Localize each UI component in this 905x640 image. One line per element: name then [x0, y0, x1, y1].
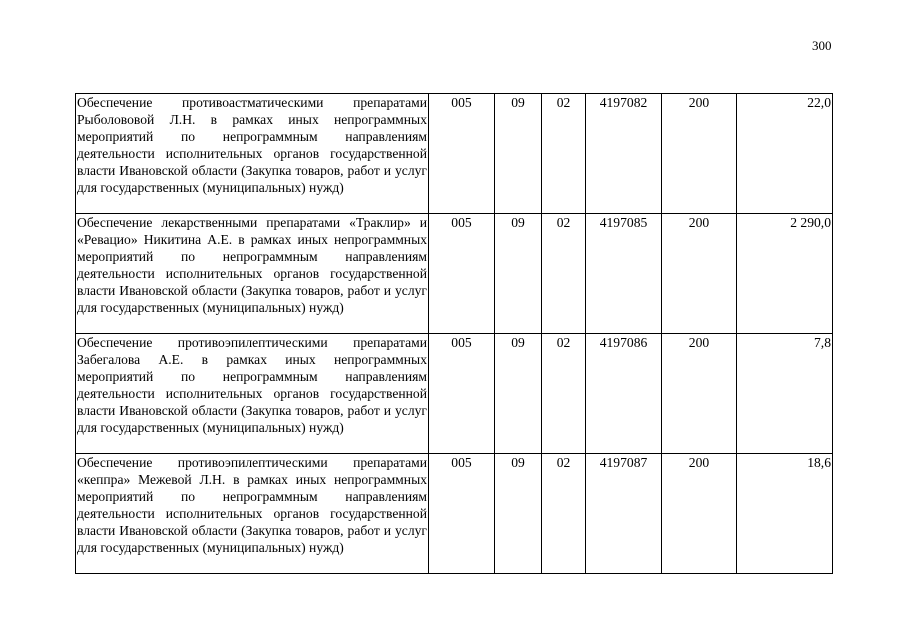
- page-number: 300: [812, 38, 832, 53]
- expense-type-code: 200: [662, 214, 737, 334]
- ministry-code: 005: [429, 454, 495, 574]
- section-code: 09: [495, 454, 542, 574]
- amount: 7,8: [737, 334, 833, 454]
- budget-table: [75, 93, 833, 574]
- section-code: 09: [495, 94, 542, 214]
- ministry-code: 005: [429, 94, 495, 214]
- table-row: [76, 334, 833, 454]
- row-description: Обеспечение противоэпилептическими препаратами «кеппра» Межевой Л.Н. в рамках иных непрограммных мероприятий по непрограммным направлениям деятельности исполнительных органов государственной власти Ивановской области (Закупка товаров, работ и услуг для государственных (муниципальных) нужд): [76, 454, 429, 574]
- subsection-code: 02: [542, 94, 586, 214]
- subsection-code: 02: [542, 214, 586, 334]
- table-row: [76, 214, 833, 334]
- table-row: [76, 94, 833, 214]
- section-code: 09: [495, 214, 542, 334]
- subsection-code: 02: [542, 334, 586, 454]
- ministry-code: 005: [429, 334, 495, 454]
- row-description: Обеспечение противоэпилептическими препаратами Забегалова А.Е. в рамках иных непрограммных мероприятий по непрограммным направлениям деятельности исполнительных органов государственной власти Ивановской области (Закупка товаров, работ и услуг для государственных (муниципальных) нужд): [76, 334, 429, 454]
- expense-type-code: 200: [662, 454, 737, 574]
- target-article-code: 4197086: [586, 334, 662, 454]
- target-article-code: 4197082: [586, 94, 662, 214]
- table-row: [76, 454, 833, 574]
- expense-type-code: 200: [662, 94, 737, 214]
- target-article-code: 4197087: [586, 454, 662, 574]
- row-description: Обеспечение противоастматическими препаратами Рыболововой Л.Н. в рамках иных непрограммных мероприятий по непрограммным направлениям деятельности исполнительных органов государственной власти Ивановской области (Закупка товаров, работ и услуг для государственных (муниципальных) нужд): [76, 94, 429, 214]
- amount: 2 290,0: [737, 214, 833, 334]
- section-code: 09: [495, 334, 542, 454]
- expense-type-code: 200: [662, 334, 737, 454]
- ministry-code: 005: [429, 214, 495, 334]
- row-description: Обеспечение лекарственными препаратами «Траклир» и «Ревацио» Никитина А.Е. в рамках иных непрограммных мероприятий по непрограммным направлениям деятельности исполнительных органов государственной власти Ивановской области (Закупка товаров, работ и услуг для государственных (муниципальных) нужд): [76, 214, 429, 334]
- amount: 18,6: [737, 454, 833, 574]
- amount: 22,0: [737, 94, 833, 214]
- subsection-code: 02: [542, 454, 586, 574]
- target-article-code: 4197085: [586, 214, 662, 334]
